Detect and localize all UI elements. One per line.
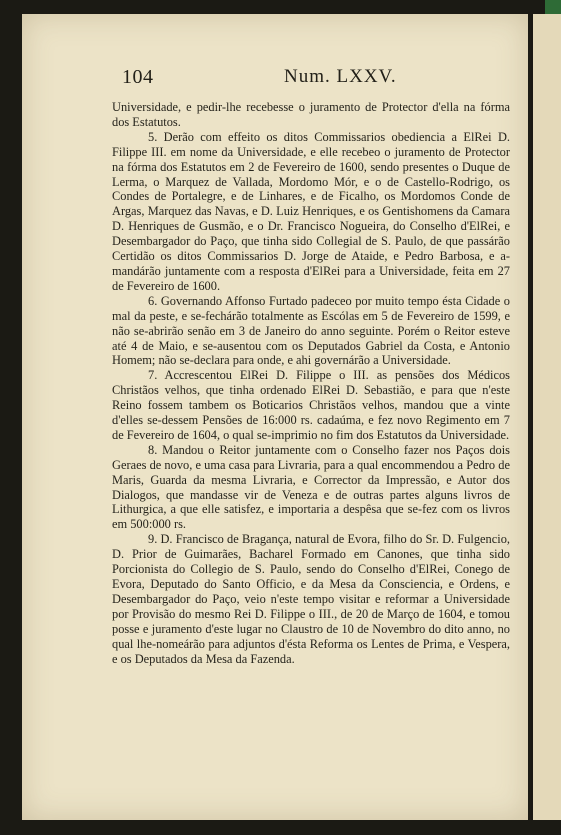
facing-page-edge — [531, 14, 561, 820]
paragraph-continuation: Universidade, e pedir-lhe recebesse o juramento de Protector d'ella na fórma dos Estatutos. — [112, 100, 510, 129]
running-title: Num. LXXV. — [284, 66, 397, 87]
paragraph-9: 9. D. Francisco de Bragança, natural de Evora, filho do Sr. D. Fulgencio, D. Prior de Guimarães, Bacharel Formado em Canones, que tinha sido Porcionista do Collegio de S. Paulo, sendo do Conselho d'ElRei, Conego de Evora, Deputado do Santo Officio, e da Mesa da Consciencia, e Ordens, e Desembargador do Paço, veio n'este tempo visitar e reformar a Universidade por Provisão do mesmo Rei D. Filippe o III., de 20 de Março de 1604, e tomou posse e juramento d'este lugar no Claustro de 10 de Novembro do dito anno, no qual lhe-nomeárão para adjuntos d'ésta Reforma os Lentes de Prima, e Vespera, e os Deputados da Mesa da Fazenda. — [112, 532, 510, 666]
paragraph-5: 5. Derão com effeito os ditos Commissarios obediencia a ElRei D. Filippe III. em nome da Universidade, e elle recebeo o juramento de Protector na fórma dos Estatutos em 2 de Fevereiro de 1600, sendo presentes o Duque de Lerma, o Marquez de Vallada, Mordomo Mór, e o de Castello-Rodrigo, os Condes de Portalegre, e de Linhares, e de Ficalho, os Mordomos Conde de Argas, Marquez das Navas, e D. Luiz Henriques, e os Gentishomens da Camara D. Henriques de Gusmão, e o Dr. Francisco Nogueira, do Conselho d'ElRei, e Desembargador do Paço, que tinha sido Collegial de S. Paulo, de que passárão Certidão os ditos Commissarios D. Jorge de Ataide, e Pedro Barbosa, e a-mandárão juntamente com a resposta d'ElRei para a Universidade, feita em 27 de Fevereiro de 1600. — [112, 129, 510, 293]
page-header — [122, 66, 502, 96]
paragraph-7: 7. Accrescentou ElRei D. Filippe o III. as pensões dos Médicos Christãos velhos, que tinha ordenado ElRei D. Sebastião, e para que n'este Reino fossem tambem os Boticarios Christãos velhos, mandou que a vinte d'elles se-dessem Pensões de 16:000 rs. cadaúma, e fez novo Regimento em 7 de Fevereiro de 1604, o qual se-imprimio no fim dos Estatutos da Universidade. — [112, 368, 510, 442]
body-text — [112, 100, 510, 666]
paragraph-6: 6. Governando Affonso Furtado padeceo por muito tempo ésta Cidade o mal da peste, e se-fechárão totalmente as Escólas em 5 de Fevereiro de 1599, e não se-abrirão senão em 3 de Janeiro do anno seguinte. Porém o Reitor esteve até 4 de Maio, e se-ausentou com os Deputados Gabriel da Costa, e Antonio Homem; não se-declara para onde, e ahi governárão a Universidade. — [112, 293, 510, 368]
page-number: 104 — [122, 66, 154, 88]
paragraph-8: 8. Mandou o Reitor juntamente com o Conselho fazer nos Paços dois Geraes de novo, e uma casa para Livraria, para a qual encommendou a Pedro de Maris, Guarda da mesma Livraria, e Corrector da Impressão, e Autor dos Dialogos, que mandasse vir de Veneza e de outras partes alguns livros de Lithurgica, a que elle satisfez, e importaria a despêsa que se-fez com os livros em 500:000 rs. — [112, 442, 510, 532]
